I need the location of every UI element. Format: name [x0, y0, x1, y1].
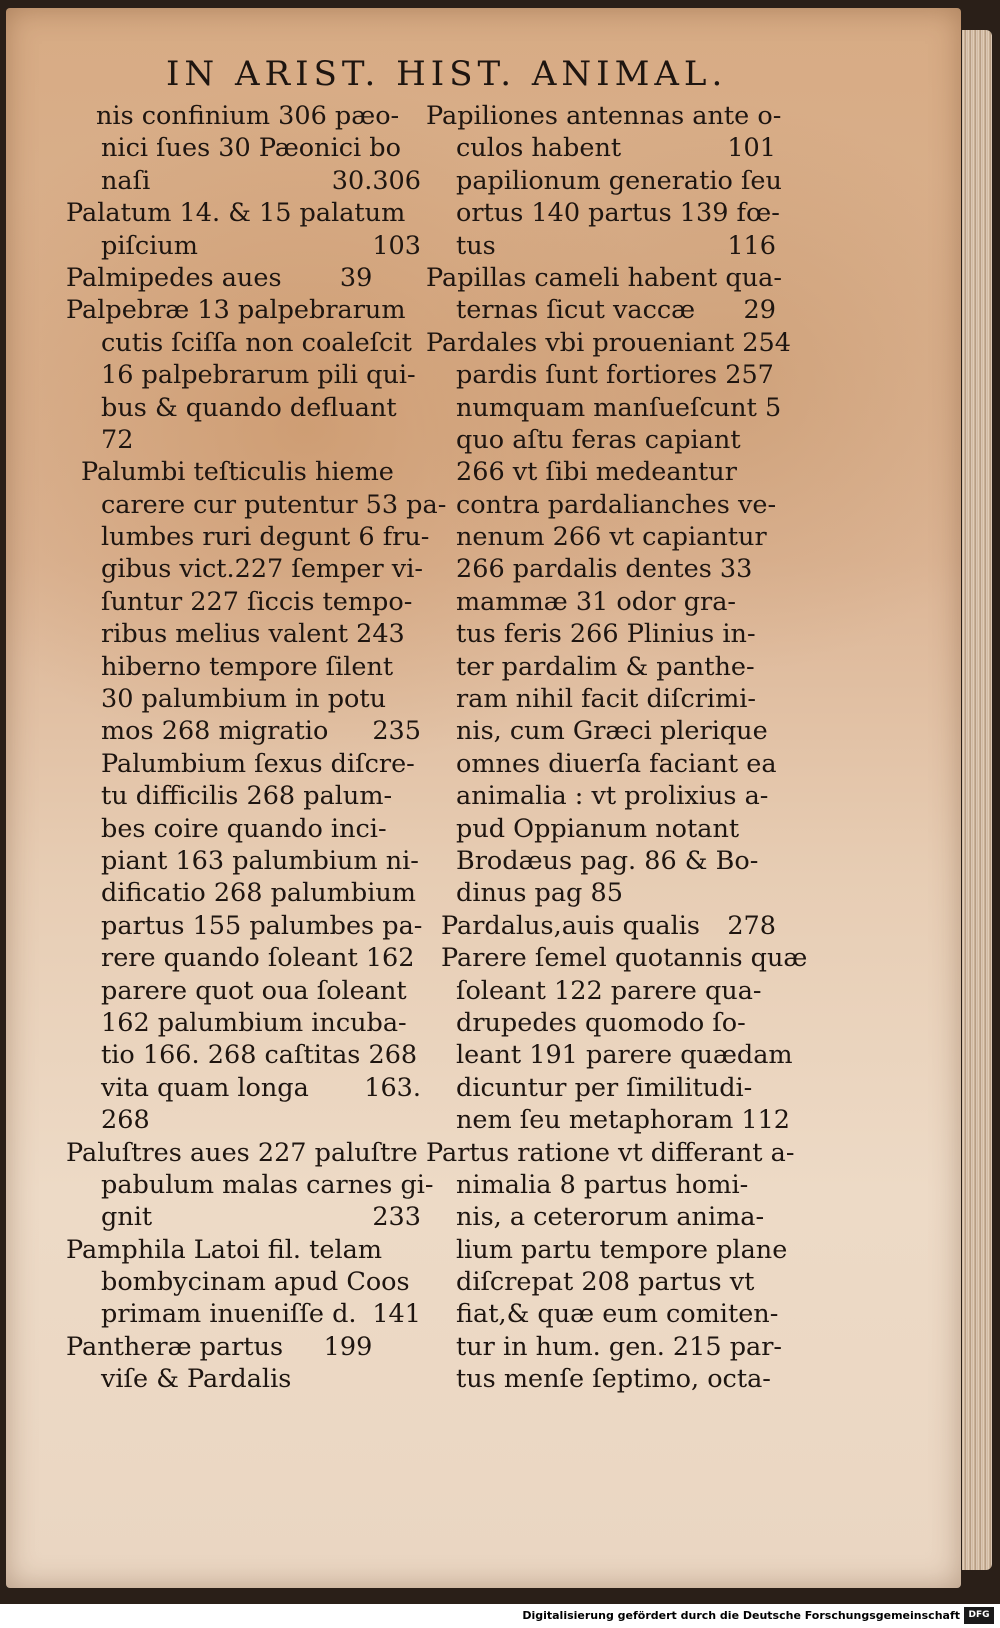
index-line — [426, 748, 776, 780]
left-index-column — [66, 100, 447, 1396]
index-entry-text: pud Oppianum notant — [456, 813, 740, 844]
index-entry-text: Palumbi teſticulis hieme — [81, 457, 394, 488]
index-line — [426, 100, 782, 132]
page-reference: 141 — [372, 1299, 421, 1330]
index-entry-text: parere quot oua ſoleant — [101, 975, 407, 1006]
index-line — [426, 1234, 788, 1266]
index-line — [66, 165, 421, 197]
index-entry-text: Pardales vbi proueniant 254 — [426, 327, 791, 358]
index-line — [66, 1169, 434, 1201]
index-line — [66, 1266, 421, 1298]
index-line — [66, 1137, 421, 1169]
index-line — [426, 813, 776, 845]
index-line — [426, 942, 808, 974]
index-entry-text: partus 155 palumbes pa- — [101, 910, 423, 941]
index-line — [66, 1363, 421, 1395]
index-entry-text: lumbes ruri degunt 6 fru- — [101, 522, 430, 553]
index-entry-text: gnit — [101, 1202, 153, 1233]
index-entry-text: animalia : vt prolixius a- — [456, 781, 769, 812]
index-entry-text: Palumbium ſexus diſcre- — [101, 748, 415, 779]
index-line — [66, 1331, 421, 1363]
index-line — [66, 813, 421, 845]
index-line — [426, 683, 776, 715]
index-entry-text: ter pardalim & panthe- — [456, 651, 755, 682]
index-line — [66, 392, 421, 424]
index-entry-text: numquam manſueſcunt 5 — [456, 392, 782, 423]
page-reference: 116 — [727, 230, 776, 261]
index-line — [426, 877, 776, 909]
index-entry-text: diſcrepat 208 partus vt — [456, 1267, 755, 1298]
index-entry-text: viſe & Pardalis — [101, 1364, 292, 1395]
index-line — [66, 618, 421, 650]
index-entry-text: dicuntur per ſimilitudi- — [456, 1072, 753, 1103]
index-entry-text: mos 268 migratio — [101, 716, 329, 747]
index-entry-text: primam inueniſſe d. — [101, 1299, 357, 1330]
index-entry-text: bus & quando defluant — [101, 392, 397, 423]
index-entry-text: nici ſues 30 Pæonici bo — [101, 133, 401, 164]
index-line — [66, 877, 421, 909]
right-index-column — [426, 100, 808, 1396]
index-line — [426, 715, 776, 747]
index-entry-text: 72 — [101, 424, 134, 455]
index-entry-text: Palmipedes aues — [66, 262, 282, 293]
index-line — [426, 975, 776, 1007]
index-entry-text: 16 palpebrarum pili qui- — [101, 360, 416, 391]
index-entry-text: hiberno tempore ſilent — [101, 651, 394, 682]
book-page — [6, 8, 961, 1588]
index-line — [66, 715, 421, 747]
index-line — [66, 100, 421, 132]
index-entry-text: Palpebræ 13 palpebrarum — [66, 295, 406, 326]
index-line — [66, 1039, 421, 1071]
index-entry-text: quo aſtu feras capiant — [456, 424, 741, 455]
index-line — [66, 359, 421, 391]
index-entry-text: contra pardalianches ve- — [456, 489, 777, 520]
index-line — [66, 1007, 421, 1039]
index-line — [426, 586, 776, 618]
index-line — [66, 262, 421, 294]
index-entry-text: tur in hum. gen. 215 par- — [456, 1331, 783, 1362]
index-entry-text: leant 191 parere quædam — [456, 1040, 793, 1071]
index-line — [426, 359, 776, 391]
index-entry-text: omnes diuerſa faciant ea — [456, 748, 777, 779]
page-reference: 233 — [372, 1202, 421, 1233]
index-line — [66, 1201, 421, 1233]
index-line — [426, 294, 776, 326]
index-line — [426, 327, 791, 359]
index-entry-text: Paluſtres aues 227 paluſtre — [66, 1137, 418, 1168]
page-reference: 39 — [339, 262, 373, 293]
index-entry-text: Parere ſemel quotannis quæ — [441, 943, 808, 974]
index-entry-text: 266 pardalis dentes 33 — [456, 554, 753, 585]
index-entry-text: nimalia 8 partus homi- — [456, 1169, 749, 1200]
index-entry-text: 30 palumbium in potu — [101, 684, 387, 715]
index-line — [426, 424, 776, 456]
index-line — [426, 1007, 776, 1039]
index-line — [66, 651, 421, 683]
index-entry-text: carere cur putentur 53 pa- — [101, 489, 447, 520]
index-line — [426, 392, 782, 424]
index-entry-text: ram nihil facit diſcrimi- — [456, 684, 757, 715]
index-entry-text: culos habent — [456, 133, 622, 164]
index-line — [426, 1104, 791, 1136]
page-reference: 163. — [364, 1072, 421, 1103]
index-line — [66, 748, 421, 780]
index-entry-text: lium partu tempore plane — [456, 1234, 788, 1265]
index-entry-text: 162 palumbium incuba- — [101, 1007, 407, 1038]
footer-bar — [0, 1604, 1000, 1628]
index-line — [426, 780, 776, 812]
index-entry-text: tus menſe ſeptimo, octa- — [456, 1364, 771, 1395]
index-entry-text: Brodæus pag. 86 & Bo- — [456, 845, 759, 876]
index-line — [66, 230, 421, 262]
index-entry-text: Papiliones antennas ante o- — [426, 101, 782, 131]
index-entry-text: Partus ratione vt differant a- — [426, 1137, 795, 1168]
index-entry-text: tio 166. 268 caſtitas 268 — [101, 1040, 418, 1071]
index-entry-text: fiat,& quæ eum comiten- — [456, 1299, 779, 1330]
page-reference: 101 — [727, 133, 776, 164]
index-entry-text: bombycinam apud Coos — [101, 1267, 410, 1298]
index-entry-text: Pamphila Latoi fil. telam — [66, 1234, 383, 1265]
index-line — [66, 845, 421, 877]
index-line — [426, 910, 776, 942]
index-entry-text: gibus vict.227 ſemper vi- — [101, 554, 423, 585]
index-entry-text: nis, a ceterorum anima- — [456, 1202, 765, 1233]
index-entry-text: Pantheræ partus — [66, 1331, 284, 1362]
index-line — [426, 521, 776, 553]
index-line — [66, 327, 421, 359]
index-entry-text: naſi — [101, 165, 151, 196]
page-reference: 278 — [727, 910, 776, 941]
index-line — [66, 586, 421, 618]
index-line — [426, 1072, 776, 1104]
index-entry-text: nem ſeu metaphoram 112 — [456, 1105, 791, 1136]
index-line — [66, 132, 421, 164]
index-line — [66, 489, 447, 521]
index-line — [66, 424, 421, 456]
index-entry-text: vita quam longa — [101, 1072, 309, 1103]
index-entry-text: tus — [456, 230, 496, 261]
index-entry-text: Palatum 14. & 15 palatum — [66, 198, 406, 229]
index-line — [426, 165, 782, 197]
index-line — [426, 1331, 783, 1363]
index-entry-text: mammæ 31 odor gra- — [456, 586, 737, 617]
index-entry-text: 268 — [101, 1105, 150, 1136]
index-line — [426, 1039, 793, 1071]
index-entry-text: pabulum malas carnes gi- — [101, 1169, 434, 1200]
index-line — [66, 1298, 421, 1330]
index-entry-text: ſuntur 227 ſiccis tempo- — [101, 586, 413, 617]
index-line — [66, 975, 421, 1007]
index-entry-text: rere quando ſoleant 162 — [101, 943, 415, 974]
index-line — [66, 521, 430, 553]
index-line — [66, 197, 421, 229]
running-head: IN ARIST. HIST. ANIMAL. — [166, 54, 728, 94]
index-line — [426, 1169, 776, 1201]
index-line — [66, 780, 421, 812]
page-reference: 29 — [743, 295, 776, 326]
index-line — [426, 845, 776, 877]
index-entry-text: dificatio 268 palumbium — [101, 878, 416, 909]
index-entry-text: nenum 266 vt capiantur — [456, 522, 767, 553]
index-entry-text: tus feris 266 Plinius in- — [456, 619, 756, 650]
index-entry-text: tu difficilis 268 palum- — [101, 781, 393, 812]
index-line — [66, 910, 421, 942]
index-entry-text: ortus 140 partus 139 fœ- — [456, 198, 780, 229]
index-entry-text: cutis ſciſſa non coaleſcit — [101, 327, 412, 358]
index-line — [66, 553, 421, 585]
index-line — [426, 651, 776, 683]
index-line — [426, 553, 776, 585]
index-entry-text: papilionum generatio ſeu — [456, 165, 782, 196]
index-entry-text: ribus melius valent 243 — [101, 619, 405, 650]
page-reference: 199 — [323, 1331, 373, 1362]
index-entry-text: ſoleant 122 parere qua- — [456, 975, 762, 1006]
index-entry-text: piant 163 palumbium ni- — [101, 845, 419, 876]
index-line — [426, 230, 776, 262]
index-entry-text: 266 vt ſibi medeantur — [456, 457, 737, 488]
index-line — [426, 618, 776, 650]
index-line — [426, 197, 780, 229]
index-entry-text: drupedes quomodo ſo- — [456, 1007, 746, 1038]
index-entry-text: nis, cum Græci plerique — [456, 716, 768, 747]
index-line — [426, 456, 776, 488]
index-line — [426, 489, 776, 521]
index-entry-text: piſcium — [101, 230, 198, 261]
index-line — [426, 1266, 776, 1298]
funding-credit: Digitalisierung gefördert durch die Deutsche Forschungsgemeinschaft — [522, 1609, 960, 1622]
index-entry-text: ternas ſicut vaccæ — [456, 295, 696, 326]
index-line — [66, 1234, 421, 1266]
index-line — [66, 683, 421, 715]
index-line — [426, 262, 782, 294]
index-entry-text: Papillas cameli habent qua- — [426, 262, 782, 293]
index-entry-text: Pardalus,auis qualis — [441, 910, 701, 941]
index-entry-text: dinus pag 85 — [456, 878, 623, 909]
index-entry-text: pardis ſunt fortiores 257 — [456, 360, 774, 391]
page-reference: 103 — [372, 230, 421, 261]
index-line — [426, 132, 776, 164]
index-line — [66, 294, 421, 326]
index-line — [426, 1201, 776, 1233]
page-reference: 30.306 — [331, 165, 421, 196]
index-entry-text: bes coire quando inci- — [101, 813, 387, 844]
page-edges — [962, 30, 992, 1570]
page-reference: 235 — [372, 716, 421, 747]
index-line — [426, 1363, 776, 1395]
index-line — [66, 942, 421, 974]
index-line — [426, 1298, 779, 1330]
index-line — [66, 1104, 421, 1136]
index-line — [66, 456, 421, 488]
dfg-logo: DFG — [964, 1607, 994, 1624]
index-line — [426, 1137, 795, 1169]
index-entry-text: nis confinium 306 pæo- — [96, 101, 400, 131]
index-line — [66, 1072, 421, 1104]
